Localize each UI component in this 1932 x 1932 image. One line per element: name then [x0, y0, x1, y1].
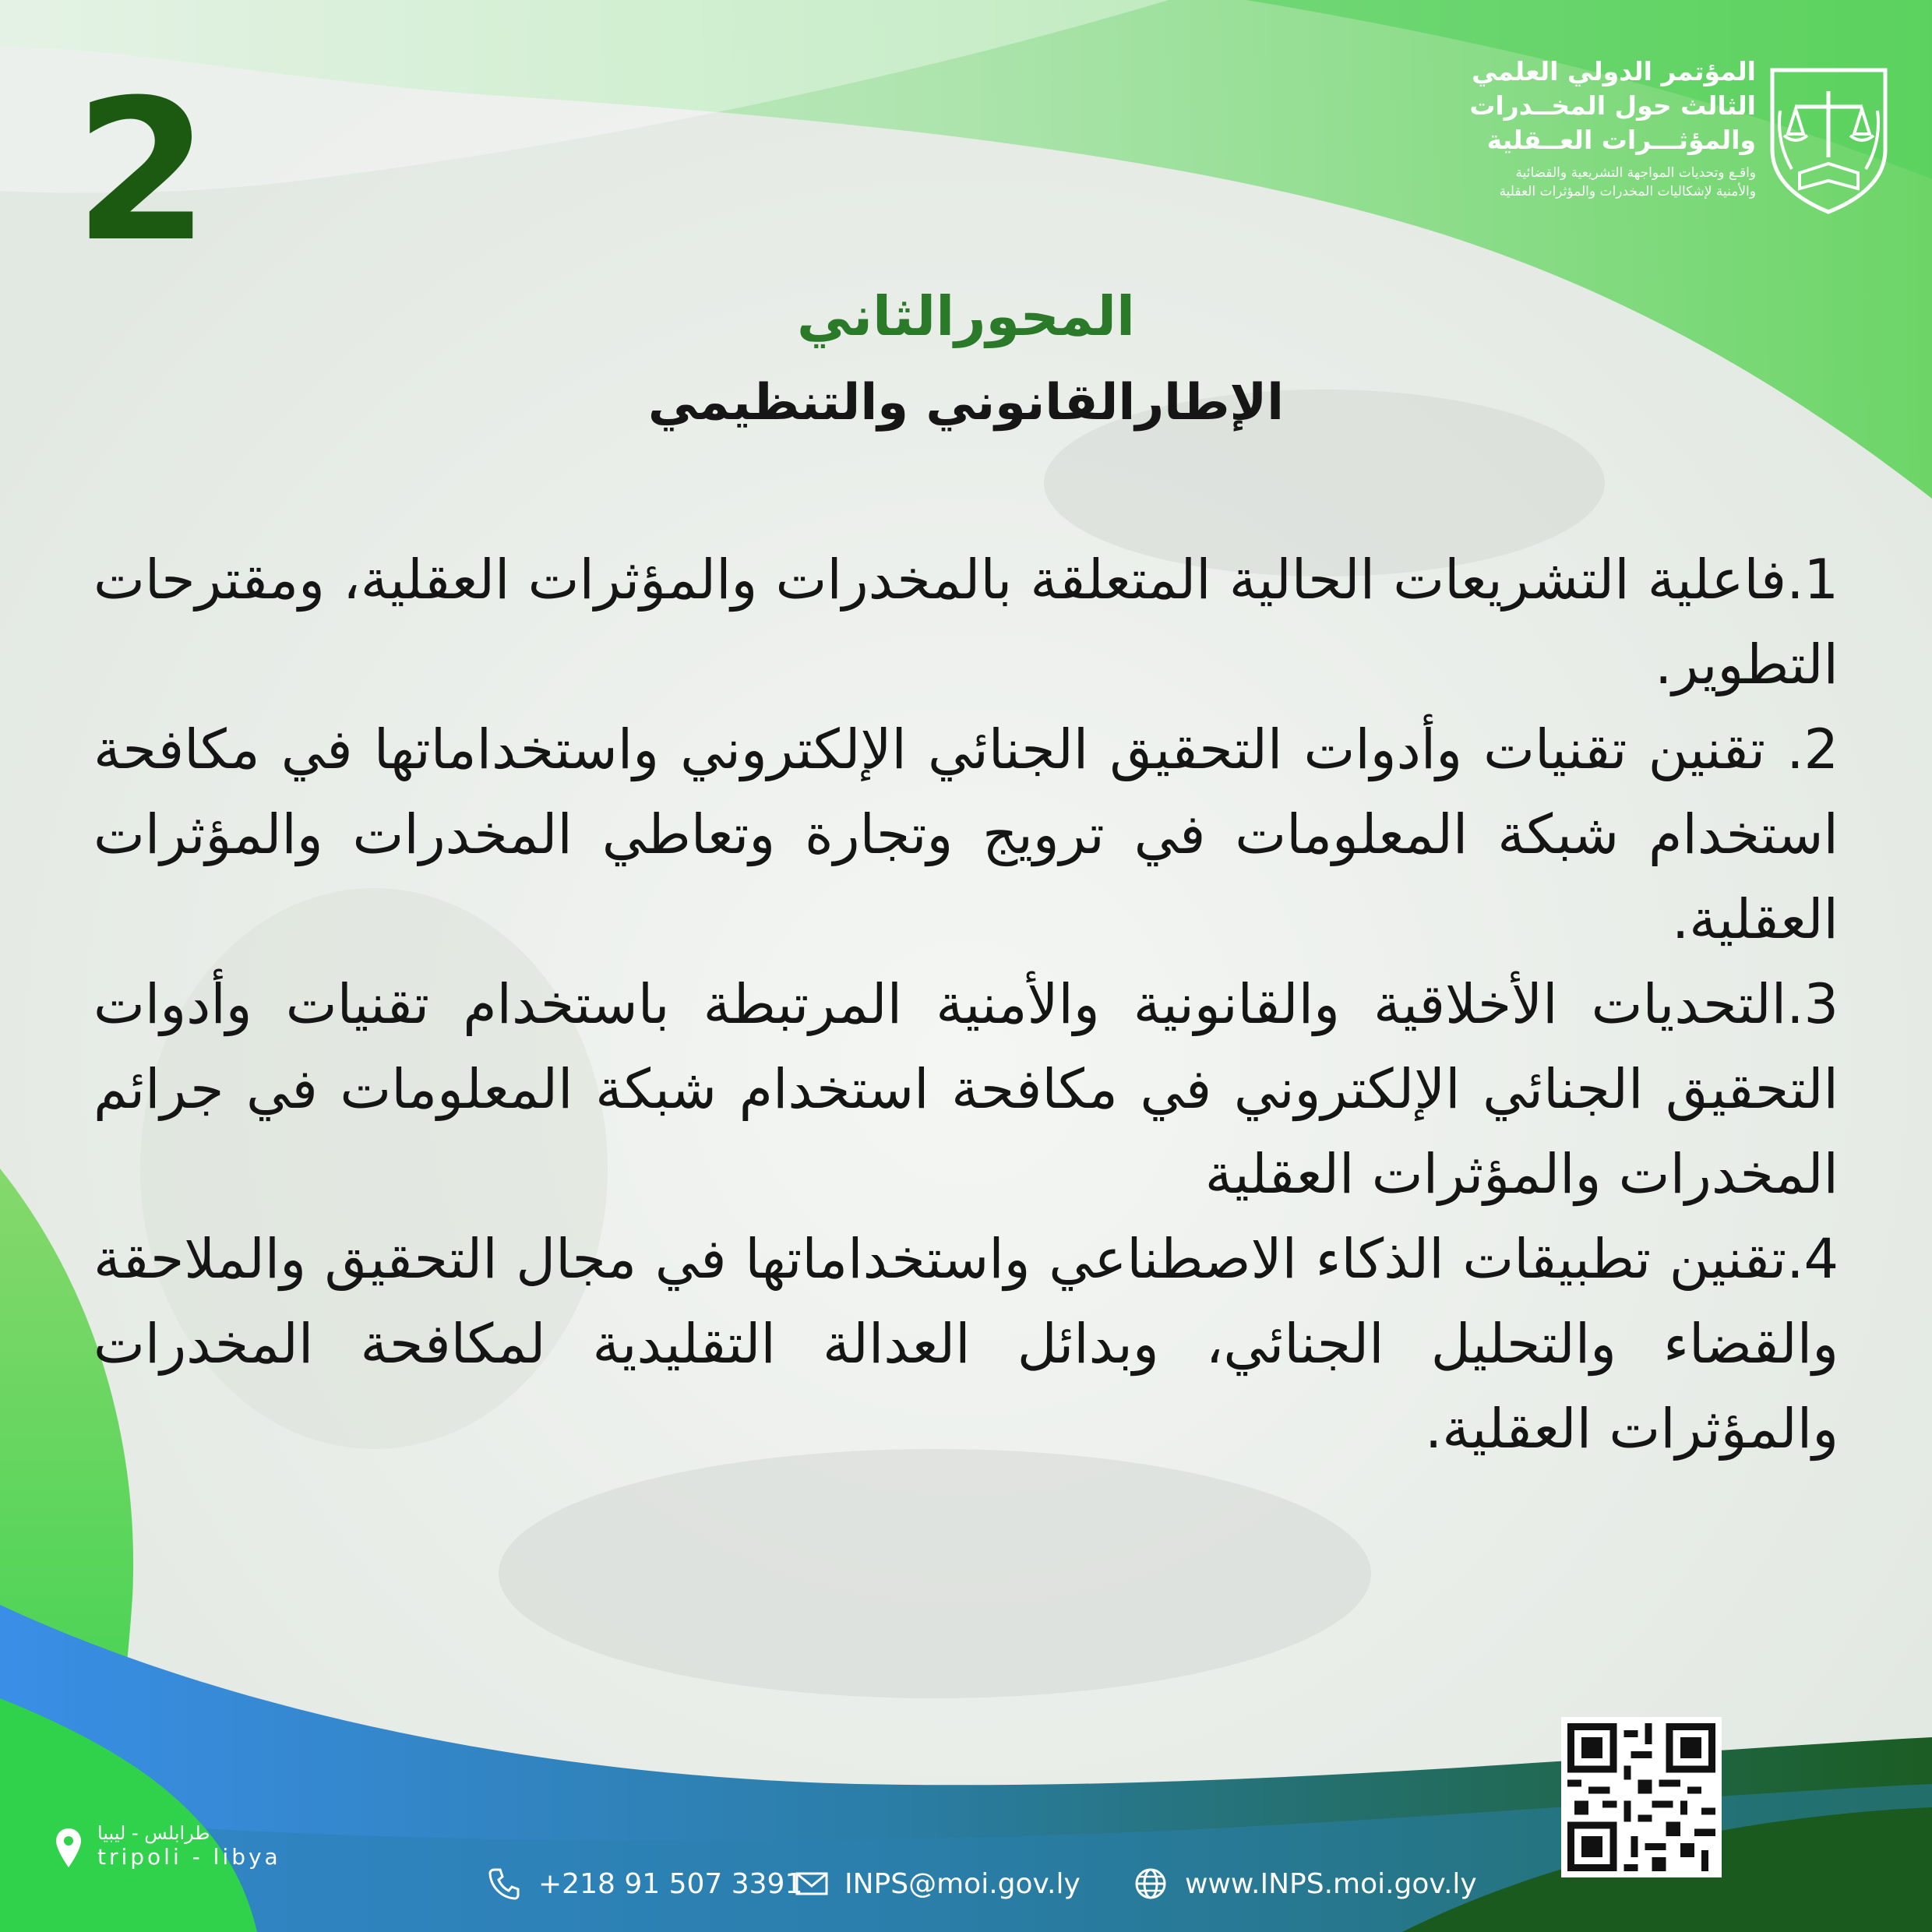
- location-info: [55, 1822, 281, 1870]
- topic-item-1: 1.فاعلية التشريعات الحالية المتعلقة بالمخدرات والمؤثرات العقلية، ومقترحات التطوير.: [93, 548, 1839, 696]
- topic-item-4: 4.تقنين تطبيقات الذكاء الاصطناعي واستخداماتها في مجال التحقيق والملاحقة والقضاء والتحليل الجنائي، وبدائل العدالة التقليدية لمكافحة المخدرات والمؤثرات العقلية.: [93, 1227, 1839, 1461]
- email-address[interactable]: INPS@moi.gov.ly: [844, 1867, 1081, 1900]
- email-icon: [795, 1867, 829, 1901]
- location-arabic: طرابلس - ليبيا: [97, 1822, 210, 1844]
- website-contact[interactable]: [1133, 1867, 1477, 1901]
- logo-subline-1: واقـع وتحديات المواجهة التشريعية والقضائية: [1515, 165, 1756, 181]
- email-contact[interactable]: [795, 1867, 1081, 1901]
- logo-line-3: والمؤثـــرات العــقلية: [1486, 125, 1756, 155]
- phone-icon: [487, 1867, 521, 1901]
- logo-line-1: المؤتمر الدولي العلمي: [1472, 56, 1756, 86]
- conference-logo-text: [1351, 55, 1756, 201]
- topic-item-3: 3.التحديات الأخلاقية والقانونية والأمنية المرتبطة باستخدام تقنيات وأدوات التحقيق الجنائي الإلكتروني في مكافحة استخدام شبكة المعلومات في جرائم المخدرات والمؤثرات العقلية: [93, 972, 1839, 1206]
- location-english: tripoli - libya: [97, 1844, 281, 1870]
- scales-of-justice-emblem-icon: [1765, 64, 1893, 216]
- location-pin-icon: [55, 1827, 83, 1869]
- topics-list: [93, 538, 1839, 1472]
- axis-number: 2: [74, 58, 210, 284]
- globe-icon: [1133, 1867, 1168, 1901]
- logo-line-2: الثالث حول المخــدرات: [1469, 90, 1756, 121]
- logo-subline-2: والأمنية لإشكاليات المخدرات والمؤثرات العقلية: [1499, 184, 1756, 199]
- website-url[interactable]: www.INPS.moi.gov.ly: [1185, 1867, 1477, 1900]
- qr-code-icon[interactable]: [1561, 1717, 1722, 1877]
- phone-number[interactable]: +218 91 507 3391: [538, 1867, 803, 1900]
- topic-item-2: 2. تقنين تقنيات وأدوات التحقيق الجنائي الإلكتروني واستخداماتها في مكافحة استخدام شبكة المعلومات في ترويج وتجارة وتعاطي المخدرات والمؤثرات العقلية.: [93, 717, 1839, 951]
- axis-subtitle: الإطارالقانوني والتنظيمي: [647, 374, 1285, 432]
- phone-contact[interactable]: [487, 1867, 802, 1901]
- axis-title: المحورالثاني: [796, 284, 1136, 348]
